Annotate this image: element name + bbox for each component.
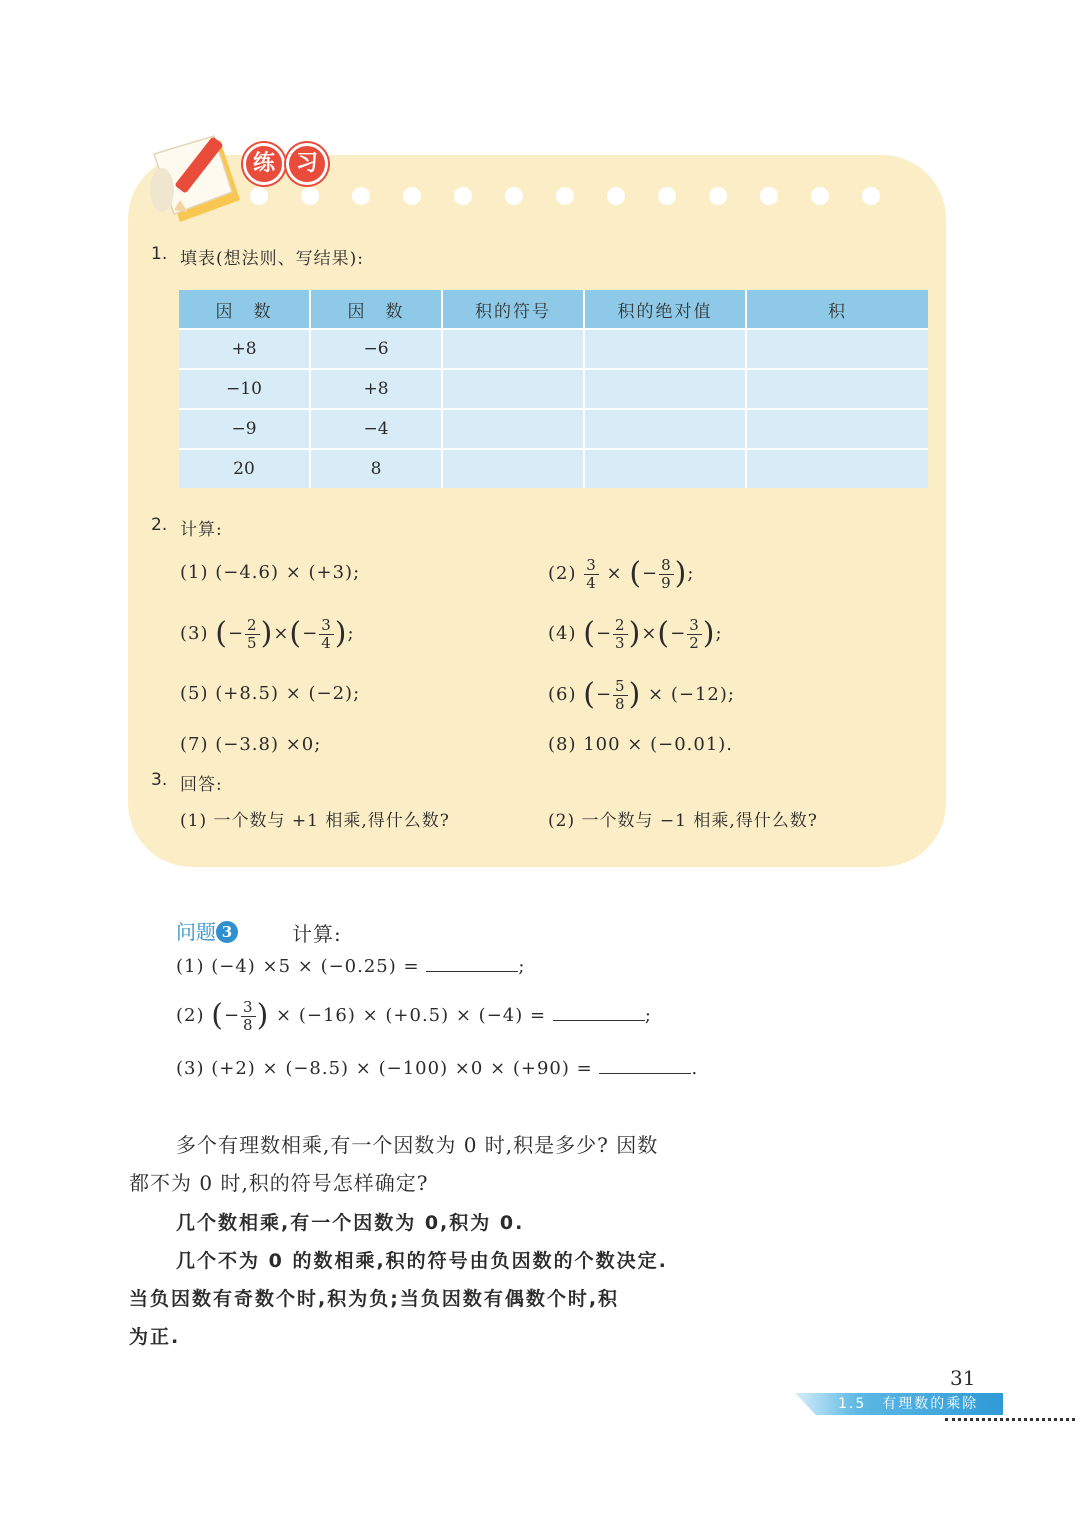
problem-3-line-1 — [176, 956, 525, 977]
rule-zero-factor: 几个数相乘,有一个因数为 0,积为 0. — [176, 1212, 525, 1234]
table-header: 积的符号 — [443, 290, 585, 328]
q2-item-7: (7) (−3.8) ×0; — [180, 734, 322, 755]
problem-3-instruction: 计算: — [292, 922, 342, 946]
table-row — [179, 448, 928, 488]
footer-dotted-rule — [945, 1418, 1075, 1421]
q2-text: 计算: — [180, 520, 223, 540]
table-cell[interactable] — [747, 448, 928, 488]
table-cell: 20 — [179, 448, 311, 488]
problem-3-line-2-text: × (−16) × (+0.5) × (−4) = — [276, 1005, 547, 1026]
table-cell[interactable] — [443, 368, 585, 408]
rule-sign-line-3: 为正. — [129, 1326, 181, 1348]
badge-char-2: 习 — [286, 143, 328, 185]
table-cell[interactable] — [443, 448, 585, 488]
line-end: . — [691, 1058, 699, 1079]
pencil-paper-icon — [140, 130, 252, 230]
q3-answer-2: (2) 一个数与 −1 相乘,得什么数? — [548, 811, 818, 831]
q2-item-4-label: (4) — [548, 623, 577, 644]
table-header: 积的绝对值 — [585, 290, 747, 328]
table-header: 积 — [747, 290, 928, 328]
q2-item-5: (5) (+8.5) × (−2); — [180, 683, 361, 704]
problem-3-line-1-text: (1) (−4) ×5 × (−0.25) = — [176, 956, 420, 977]
table-cell: −4 — [311, 408, 443, 448]
q2-item-3-label: (3) — [180, 623, 209, 644]
q2-item-2-label: (2) — [548, 563, 577, 584]
sign-table — [179, 290, 928, 488]
table-cell[interactable] — [747, 328, 928, 368]
badge-char-1: 练 — [243, 143, 285, 185]
table-cell[interactable] — [585, 368, 747, 408]
q2-item-6-tail: × (−12); — [648, 684, 735, 705]
q2-item-8: (8) 100 × (−0.01). — [548, 734, 734, 755]
q3-answer-1: (1) 一个数与 +1 相乘,得什么数? — [180, 811, 450, 831]
table-cell[interactable] — [747, 368, 928, 408]
q2-item-6: (6) (− $\frac{5}{8}$ ) × (−12); — [548, 676, 735, 713]
table-cell: 8 — [311, 448, 443, 488]
table-cell: −9 — [179, 408, 311, 448]
table-header: 因 数 — [311, 290, 443, 328]
table-cell: +8 — [179, 328, 311, 368]
table-cell[interactable] — [443, 408, 585, 448]
paragraph-1-line-1: 多个有理数相乘,有一个因数为 0 时,积是多少? 因数 — [176, 1133, 659, 1157]
table-row — [179, 408, 928, 448]
problem-3-heading — [176, 916, 238, 945]
table-cell[interactable] — [585, 448, 747, 488]
table-cell[interactable] — [585, 328, 747, 368]
page-number: 31 — [950, 1366, 976, 1390]
q2-item-6-label: (6) — [548, 684, 577, 705]
q1-text: 填表(想法则、写结果): — [180, 249, 364, 269]
line-end: ; — [518, 956, 526, 977]
answer-blank[interactable] — [426, 970, 518, 972]
problem-number-badge: 3 — [216, 921, 238, 943]
q2-item-1: (1) (−4.6) × (+3); — [180, 562, 361, 583]
table-cell[interactable] — [747, 408, 928, 448]
problem-3-line-2-label: (2) — [176, 1005, 205, 1026]
q2-item-3: (3) (− $\frac{2}{5}$ )×(− $\frac{3}{4}$ ); — [180, 615, 355, 652]
table-cell: −6 — [311, 328, 443, 368]
table-row — [179, 368, 928, 408]
line-end: ; — [644, 1005, 652, 1026]
section-title: 1.5 有理数的乘除 — [838, 1396, 979, 1412]
table-header: 因 数 — [179, 290, 311, 328]
table-cell: −10 — [179, 368, 311, 408]
problem-3-line-3 — [176, 1058, 698, 1079]
problem-3-line-2: (2) (− $\frac{3}{8}$ ) × (−16) × (+0.5) × (−4) = ; — [176, 997, 652, 1034]
answer-blank[interactable] — [599, 1072, 691, 1074]
rule-sign-line-2: 当负因数有奇数个时,积为负;当负因数有偶数个时,积 — [129, 1288, 620, 1310]
table-cell[interactable] — [585, 408, 747, 448]
table-cell[interactable] — [443, 328, 585, 368]
card-binding-holes — [250, 187, 890, 207]
q3-number: 3. — [151, 770, 168, 790]
rule-sign-line-1: 几个不为 0 的数相乘,积的符号由负因数的个数决定. — [176, 1250, 668, 1272]
paragraph-1-line-2: 都不为 0 时,积的符号怎样确定? — [129, 1171, 429, 1195]
q3-text: 回答: — [180, 775, 223, 795]
q2-number: 2. — [151, 515, 168, 535]
answer-blank[interactable] — [553, 1019, 645, 1021]
problem-3-line-3-text: (3) (+2) × (−8.5) × (−100) ×0 × (+90) = — [176, 1058, 593, 1079]
q2-item-2: (2) $\frac{3}{4}$ × (− $\frac{8}{9}$ ); — [548, 555, 695, 592]
problem-label: 问题 — [176, 920, 216, 944]
table-cell: +8 — [311, 368, 443, 408]
table-row — [179, 328, 928, 368]
q1-number: 1. — [151, 244, 168, 264]
q2-item-4: (4) (− $\frac{2}{3}$ )×(− $\frac{3}{2}$ ); — [548, 615, 723, 652]
